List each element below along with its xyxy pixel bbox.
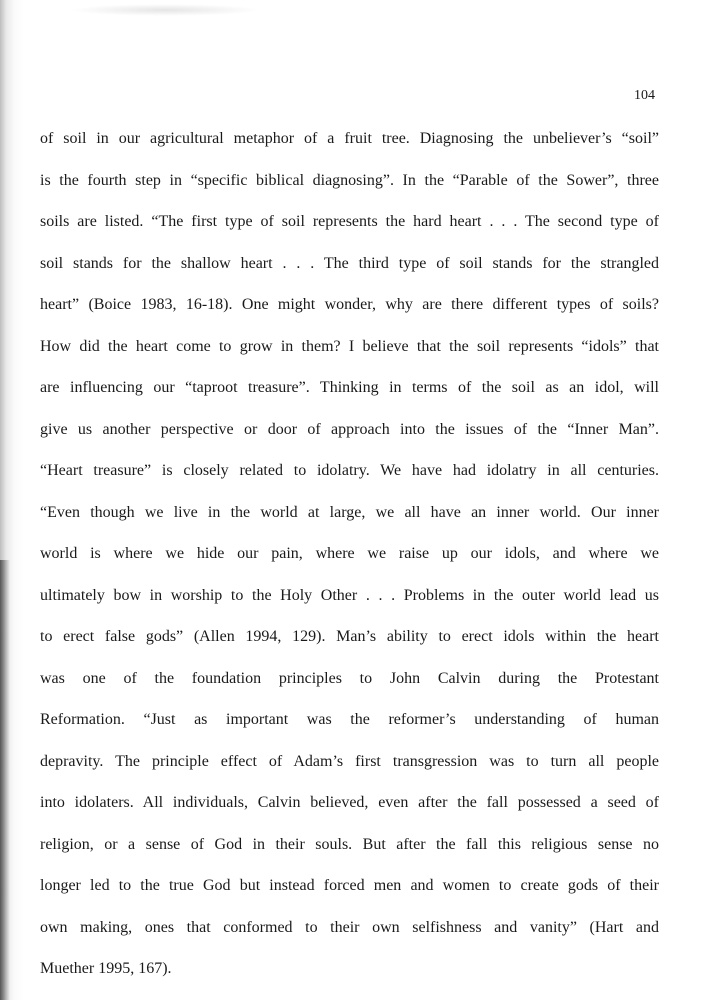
body-text: [40, 124, 659, 996]
text-line: give us another perspective or door of approach into the issues of the “Inner Man”.: [40, 420, 659, 438]
text-line: longer led to the true God but instead forced men and women to create gods of their: [40, 877, 659, 894]
text-line: are influencing our “taproot treasure”. Thinking in terms of the soil as an idol, will: [40, 379, 659, 396]
scan-smudge: [70, 4, 260, 16]
text-line: Muether 1995, 167).: [40, 960, 172, 977]
text-line: religion, or a sense of God in their souls. But after the fall this religious sense no: [40, 835, 659, 853]
text-line: own making, ones that conformed to their own selfishness and vanity” (Hart and: [40, 918, 659, 936]
text-line: of soil in our agricultural metaphor of a fruit tree. Diagnosing the unbeliever’s “soil”: [40, 130, 659, 147]
text-line: heart” (Boice 1983, 16-18). One might wonder, why are there different types of soils?: [40, 296, 659, 313]
binding-shadow: [0, 560, 10, 1000]
text-line: depravity. The principle effect of Adam’s first transgression was to turn all people: [40, 752, 659, 770]
text-line: “Heart treasure” is closely related to idolatry. We have had idolatry in all centuries.: [40, 462, 659, 479]
text-line: Reformation. “Just as important was the reformer’s understanding of human: [40, 711, 659, 728]
text-line: into idolaters. All individuals, Calvin believed, even after the fall possessed a seed of: [40, 794, 659, 811]
text-line: world is where we hide our pain, where we raise up our idols, and where we: [40, 545, 659, 562]
text-line: soils are listed. “The first type of soil represents the hard heart . . . The second type of: [40, 213, 659, 230]
text-line: to erect false gods” (Allen 1994, 129). Man’s ability to erect idols within the heart: [40, 628, 659, 645]
page-number: 104: [634, 88, 655, 103]
text-line: ultimately bow in worship to the Holy Other . . . Problems in the outer world lead us: [40, 586, 659, 604]
text-line: is the fourth step in “specific biblical diagnosing”. In the “Parable of the Sower”, three: [40, 171, 659, 189]
text-line: soil stands for the shallow heart . . . The third type of soil stands for the strangled: [40, 254, 659, 272]
text-line: “Even though we live in the world at large, we all have an inner world. Our inner: [40, 503, 659, 521]
text-line: How did the heart come to grow in them? I believe that the soil represents “idols” that: [40, 337, 659, 355]
text-line: was one of the foundation principles to John Calvin during the Protestant: [40, 669, 659, 687]
